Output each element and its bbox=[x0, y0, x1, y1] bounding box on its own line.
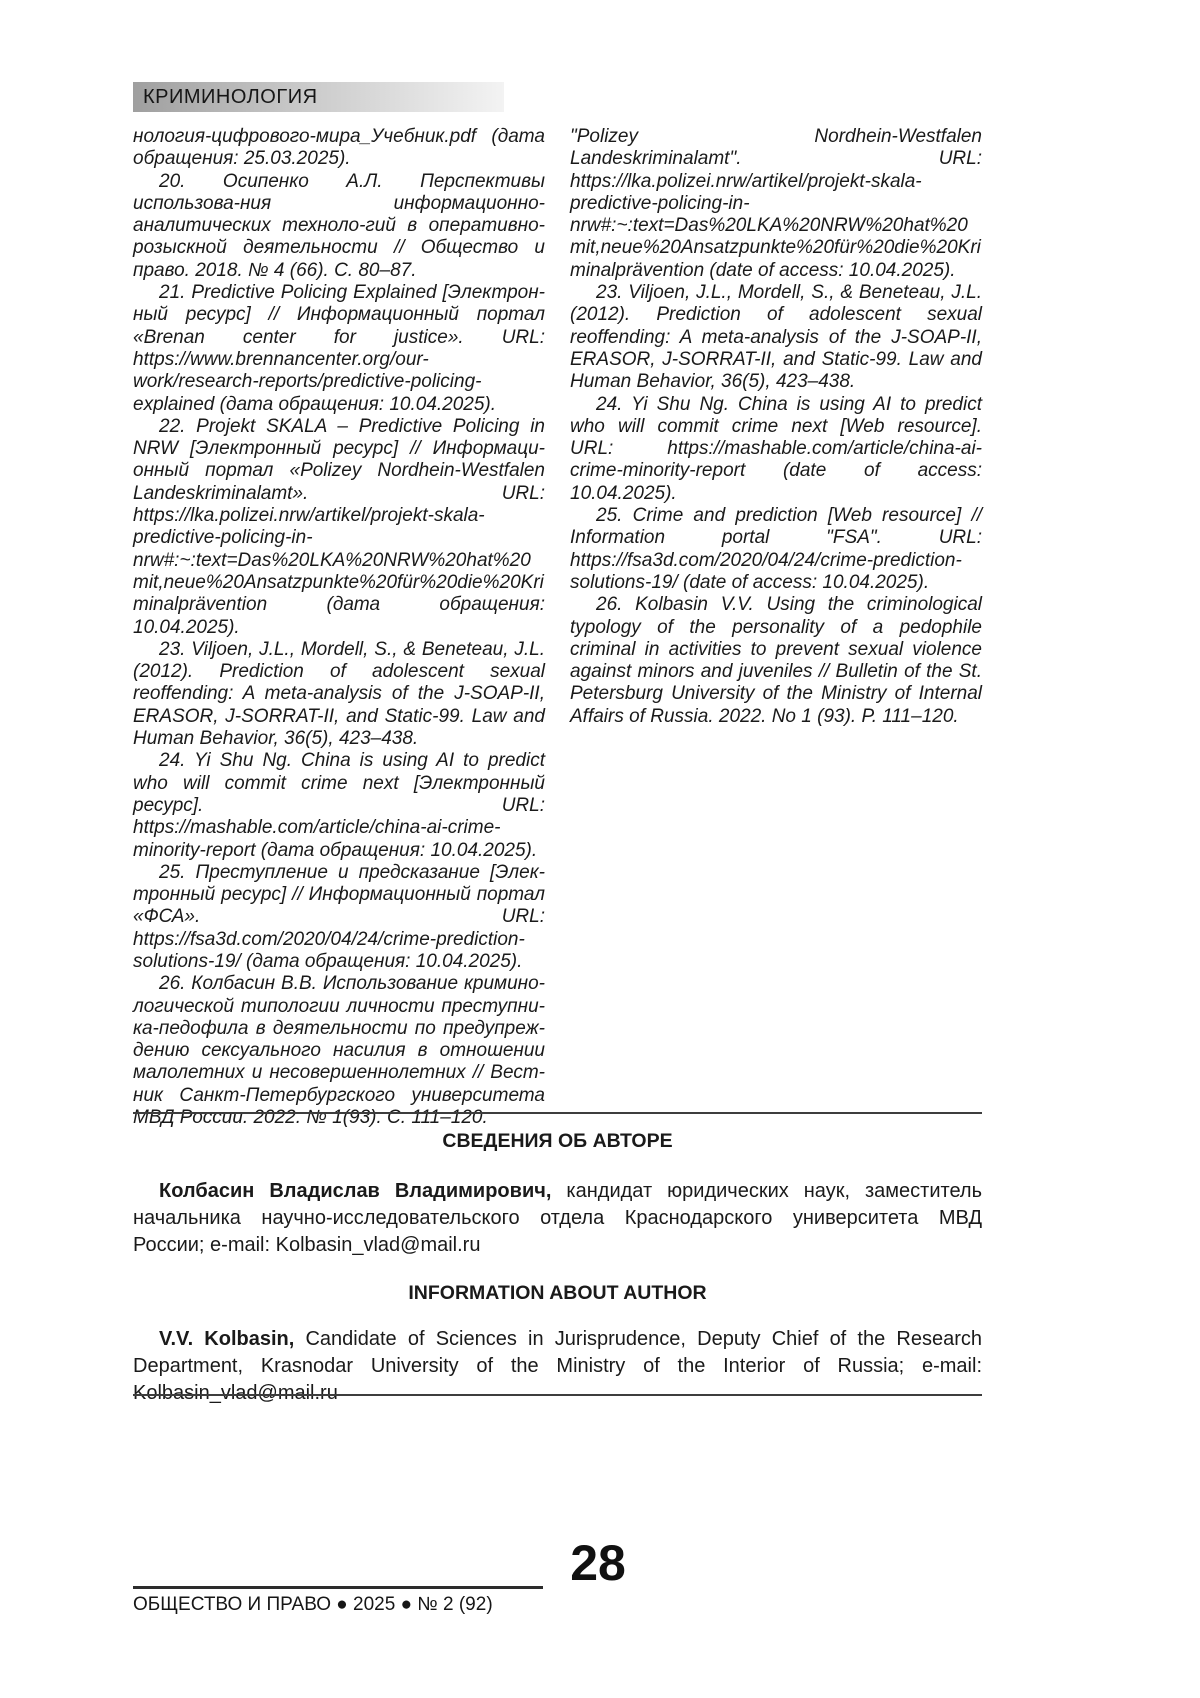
author-ru-details: кандидат юридических наук, заместитель начальника научно-исследовательского отдела Краснодарского университета МВД России; e-mail: Kolbasin_vlad@mail.ru bbox=[133, 1180, 982, 1256]
reference-item: "Polizey Nordhein-Westfalen Landeskriminalamt". URL: https://lka.polizei.nrw/artikel/projekt-skala-predictive-policing-in-nrw#:~:text=Das%20LKA%20NRW%20hat%20mit,neue%20Ansatzpunkte%20für%20die%20Kriminalprävention (date of access: 10.04.2025). bbox=[570, 126, 982, 281]
page-number: 28 bbox=[570, 1535, 626, 1591]
reference-item: 24. Yi Shu Ng. China is using AI to predict who will commit crime next [Web resource]. URL: https://mashable.com/article/china-ai-crime-minority-report (date of access: 10.04.2025). bbox=[570, 393, 982, 504]
reference-item: 25. Crime and prediction [Web resource] // Information portal "FSA". URL: https://fsa3d.com/2020/04/24/crime-prediction-solutions-19/ (date of access: 10.04.2025). bbox=[570, 505, 982, 593]
reference-item: 26. Kolbasin V.V. Using the criminological typology of the personality of a pedophile criminal in activities to prevent sexual violence against minors and juveniles // Bulletin of the St. Petersburg University of the Ministry of Internal Affairs of Russia. 2022. No 1 (93). P. 111–120. bbox=[570, 594, 982, 727]
authors-en-heading: INFORMATION ABOUT AUTHOR bbox=[408, 1282, 707, 1304]
authors-divider-top bbox=[133, 1112, 982, 1114]
reference-item: 22. Projekt SKALA – Predictive Policing in NRW [Электронный ресурс] // Информаци-онный портал «Polizey Nordhein-Westfalen Landeskriminalamt». URL: https://lka.polizei.nrw/artikel/projekt-skala-predictive-policing-in-nrw#:~:text=Das%20LKA%20NRW%20hat%20mit,neue%20Ansatzpunkte%20für%20die%20Kriminalprävention (дата обращения: 10.04.2025). bbox=[133, 415, 545, 638]
author-en-name: V.V. Kolbasin, bbox=[159, 1328, 295, 1350]
references-left-column bbox=[133, 126, 545, 1129]
reference-item: нология-цифрового-мира_Учебник.pdf (дата обращения: 25.03.2025). bbox=[133, 126, 545, 170]
authors-divider-bottom bbox=[133, 1394, 982, 1396]
category-label: КРИМИНОЛОГИЯ bbox=[143, 85, 318, 108]
reference-item: 20. Осипенко А.Л. Перспективы использова-ния информационно-аналитических техноло-гий в оперативно-розыскной деятельности // Общество и право. 2018. № 4 (66). С. 80–87. bbox=[133, 170, 545, 281]
category-band bbox=[133, 82, 504, 112]
journal-footer-text: ОБЩЕСТВО И ПРАВО ● 2025 ● № 2 (92) bbox=[133, 1594, 493, 1615]
footer-rule bbox=[133, 1586, 543, 1589]
reference-item: 26. Колбасин В.В. Использование кримино-логической типологии личности преступни-ка-педофила в деятельности по предупреж-дению сексуального насилия в отношении малолетних и несовершеннолетних // Вест-ник Санкт-Петербургского университета МВД России. 2022. № 1(93). С. 111–120. bbox=[133, 973, 545, 1129]
reference-item: 23. Viljoen, J.L., Mordell, S., & Beneteau, J.L. (2012). Prediction of adolescent sexual reoffending: A meta-analysis of the J-SOAP-II, ERASOR, J-SORRAT-II, and Static-99. Law and Human Behavior, 36(5), 423–438. bbox=[570, 282, 982, 393]
reference-item: 23. Viljoen, J.L., Mordell, S., & Beneteau, J.L. (2012). Prediction of adolescent sexual reoffending: A meta-analysis of the J-SOAP-II, ERASOR, J-SORRAT-II, and Static-99. Law and Human Behavior, 36(5), 423–438. bbox=[133, 638, 545, 750]
references-section bbox=[133, 126, 982, 1129]
author-ru-name: Колбасин Владислав Владимирович, bbox=[159, 1180, 552, 1202]
reference-item: 21. Predictive Policing Explained [Электрон-ный ресурс] // Информационный портал «Brenan center for justice». URL: https://www.brennancenter.org/our-work/research-reports/predictive-policing-explained (дата обращения: 10.04.2025). bbox=[133, 282, 545, 415]
author-en-details: Candidate of Sciences in Jurisprudence, Deputy Chief of the Research Department, Krasnodar University of the Ministry of the Interior of Russia; e-mail: Kolbasin_vlad@mail.ru bbox=[133, 1328, 982, 1404]
authors-ru-paragraph bbox=[133, 1178, 982, 1259]
authors-ru-heading: СВЕДЕНИЯ ОБ АВТОРЕ bbox=[442, 1130, 673, 1152]
reference-item: 24. Yi Shu Ng. China is using AI to predict who will commit crime next [Электронный ресурс]. URL: https://mashable.com/article/china-ai-crime-minority-report (дата обращения: 10.04.2025). bbox=[133, 750, 545, 861]
references-right-column bbox=[570, 126, 982, 1129]
reference-item: 25. Преступление и предсказание [Элек-тронный ресурс] // Информационный портал «ФСА». URL: https://fsa3d.com/2020/04/24/crime-prediction-solutions-19/ (дата обращения: 10.04.2025). bbox=[133, 861, 545, 972]
